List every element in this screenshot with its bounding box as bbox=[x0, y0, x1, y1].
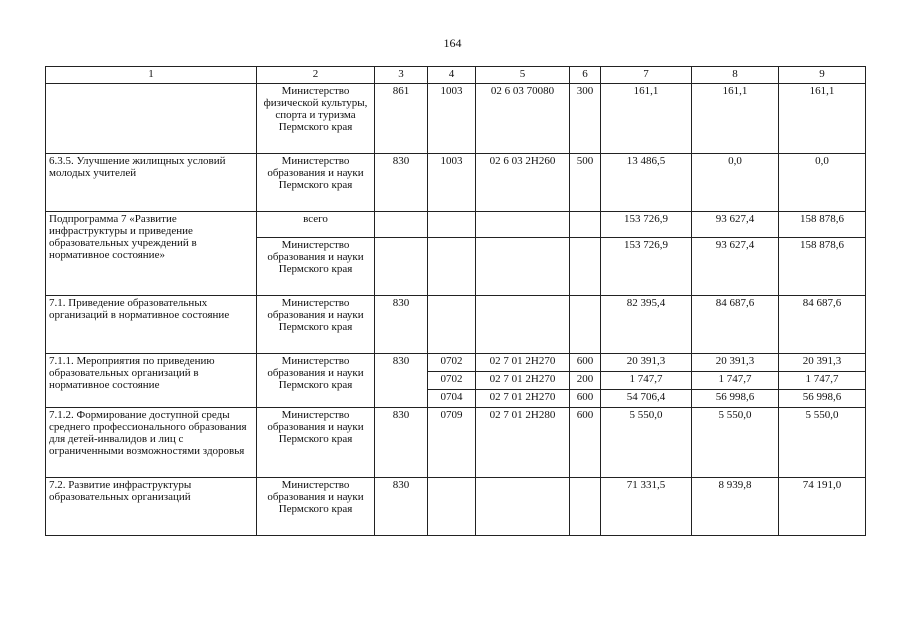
column-header: 9 bbox=[779, 67, 866, 84]
cell-amount-7: 5 550,0 bbox=[601, 408, 692, 478]
cell-kvr: 600 bbox=[570, 408, 601, 478]
cell-kvr: 200 bbox=[570, 372, 601, 390]
cell-program: 6.3.5. Улучшение жилищных условий молодых учителей bbox=[46, 154, 257, 212]
cell-tsst bbox=[476, 238, 570, 296]
cell-kvr: 500 bbox=[570, 154, 601, 212]
cell-program bbox=[46, 84, 257, 154]
table-row bbox=[46, 154, 866, 212]
table-row bbox=[46, 408, 866, 478]
cell-amount-8: 5 550,0 bbox=[692, 408, 779, 478]
cell-amount-9: 158 878,6 bbox=[779, 212, 866, 238]
cell-amount-7: 161,1 bbox=[601, 84, 692, 154]
cell-razdel: 0702 bbox=[428, 354, 476, 372]
cell-amount-9: 158 878,6 bbox=[779, 238, 866, 296]
cell-executor: Министерство образования и науки Пермского края bbox=[257, 238, 375, 296]
cell-tsst: 02 7 01 2Н270 bbox=[476, 390, 570, 408]
cell-tsst: 02 6 03 70080 bbox=[476, 84, 570, 154]
cell-amount-8: 93 627,4 bbox=[692, 212, 779, 238]
cell-razdel bbox=[428, 238, 476, 296]
column-header: 5 bbox=[476, 67, 570, 84]
column-header: 2 bbox=[257, 67, 375, 84]
budget-table bbox=[45, 66, 866, 536]
cell-amount-9: 56 998,6 bbox=[779, 390, 866, 408]
cell-amount-9: 0,0 bbox=[779, 154, 866, 212]
cell-kvr bbox=[570, 212, 601, 238]
cell-gryadbs bbox=[375, 238, 428, 296]
cell-tsst: 02 7 01 2Н280 bbox=[476, 408, 570, 478]
cell-amount-9: 161,1 bbox=[779, 84, 866, 154]
table-row bbox=[46, 212, 866, 238]
cell-amount-8: 1 747,7 bbox=[692, 372, 779, 390]
cell-kvr: 600 bbox=[570, 390, 601, 408]
cell-kvr bbox=[570, 296, 601, 354]
table-row bbox=[46, 296, 866, 354]
cell-gryadbs: 830 bbox=[375, 408, 428, 478]
cell-razdel: 0709 bbox=[428, 408, 476, 478]
cell-razdel: 1003 bbox=[428, 84, 476, 154]
cell-amount-9: 84 687,6 bbox=[779, 296, 866, 354]
cell-amount-7: 71 331,5 bbox=[601, 478, 692, 536]
cell-razdel bbox=[428, 212, 476, 238]
cell-gryadbs: 830 bbox=[375, 154, 428, 212]
cell-tsst bbox=[476, 478, 570, 536]
cell-kvr bbox=[570, 238, 601, 296]
cell-tsst bbox=[476, 296, 570, 354]
cell-tsst bbox=[476, 212, 570, 238]
cell-amount-9: 1 747,7 bbox=[779, 372, 866, 390]
cell-program: 7.2. Развитие инфраструктуры образовательных организаций bbox=[46, 478, 257, 536]
cell-executor: Министерство физической культуры, спорта и туризма Пермского края bbox=[257, 84, 375, 154]
cell-gryadbs: 830 bbox=[375, 478, 428, 536]
cell-razdel: 1003 bbox=[428, 154, 476, 212]
cell-amount-7: 54 706,4 bbox=[601, 390, 692, 408]
cell-amount-7: 153 726,9 bbox=[601, 238, 692, 296]
cell-amount-7: 82 395,4 bbox=[601, 296, 692, 354]
table-header-row bbox=[46, 67, 866, 84]
cell-executor: Министерство образования и науки Пермского края bbox=[257, 478, 375, 536]
cell-amount-7: 153 726,9 bbox=[601, 212, 692, 238]
table-row bbox=[46, 478, 866, 536]
page-number: 164 bbox=[443, 36, 462, 50]
cell-amount-8: 8 939,8 bbox=[692, 478, 779, 536]
cell-razdel bbox=[428, 296, 476, 354]
cell-program: 7.1. Приведение образовательных организаций в нормативное состояние bbox=[46, 296, 257, 354]
cell-amount-8: 93 627,4 bbox=[692, 238, 779, 296]
cell-tsst: 02 6 03 2Н260 bbox=[476, 154, 570, 212]
cell-executor: Министерство образования и науки Пермского края bbox=[257, 354, 375, 408]
table-row bbox=[46, 84, 866, 154]
cell-kvr bbox=[570, 478, 601, 536]
cell-gryadbs bbox=[375, 212, 428, 238]
cell-program: Подпрограмма 7 «Развитие инфраструктуры и приведение образовательных учреждений в нормативное состояние» bbox=[46, 212, 257, 296]
cell-executor: Министерство образования и науки Пермского края bbox=[257, 408, 375, 478]
cell-executor: Министерство образования и науки Пермского края bbox=[257, 154, 375, 212]
cell-amount-7: 1 747,7 bbox=[601, 372, 692, 390]
cell-amount-9: 74 191,0 bbox=[779, 478, 866, 536]
cell-tsst: 02 7 01 2Н270 bbox=[476, 372, 570, 390]
cell-amount-8: 84 687,6 bbox=[692, 296, 779, 354]
cell-amount-7: 13 486,5 bbox=[601, 154, 692, 212]
column-header: 6 bbox=[570, 67, 601, 84]
cell-gryadbs: 830 bbox=[375, 296, 428, 354]
cell-kvr: 300 bbox=[570, 84, 601, 154]
cell-amount-7: 20 391,3 bbox=[601, 354, 692, 372]
cell-program: 7.1.2. Формирование доступной среды среднего профессионального образования для детей-инвалидов и лиц с ограниченными возможностями здоровья bbox=[46, 408, 257, 478]
cell-amount-8: 56 998,6 bbox=[692, 390, 779, 408]
table-row bbox=[46, 354, 866, 372]
cell-tsst: 02 7 01 2Н270 bbox=[476, 354, 570, 372]
cell-amount-8: 161,1 bbox=[692, 84, 779, 154]
cell-program: 7.1.1. Мероприятия по приведению образовательных организаций в нормативное состояние bbox=[46, 354, 257, 408]
column-header: 4 bbox=[428, 67, 476, 84]
cell-gryadbs: 861 bbox=[375, 84, 428, 154]
cell-amount-8: 20 391,3 bbox=[692, 354, 779, 372]
column-header: 3 bbox=[375, 67, 428, 84]
column-header: 8 bbox=[692, 67, 779, 84]
column-header: 1 bbox=[46, 67, 257, 84]
cell-executor: всего bbox=[257, 212, 375, 238]
cell-razdel: 0702 bbox=[428, 372, 476, 390]
cell-gryadbs: 830 bbox=[375, 354, 428, 408]
cell-razdel bbox=[428, 478, 476, 536]
cell-kvr: 600 bbox=[570, 354, 601, 372]
column-header: 7 bbox=[601, 67, 692, 84]
cell-amount-8: 0,0 bbox=[692, 154, 779, 212]
cell-amount-9: 20 391,3 bbox=[779, 354, 866, 372]
cell-executor: Министерство образования и науки Пермского края bbox=[257, 296, 375, 354]
cell-razdel: 0704 bbox=[428, 390, 476, 408]
cell-amount-9: 5 550,0 bbox=[779, 408, 866, 478]
